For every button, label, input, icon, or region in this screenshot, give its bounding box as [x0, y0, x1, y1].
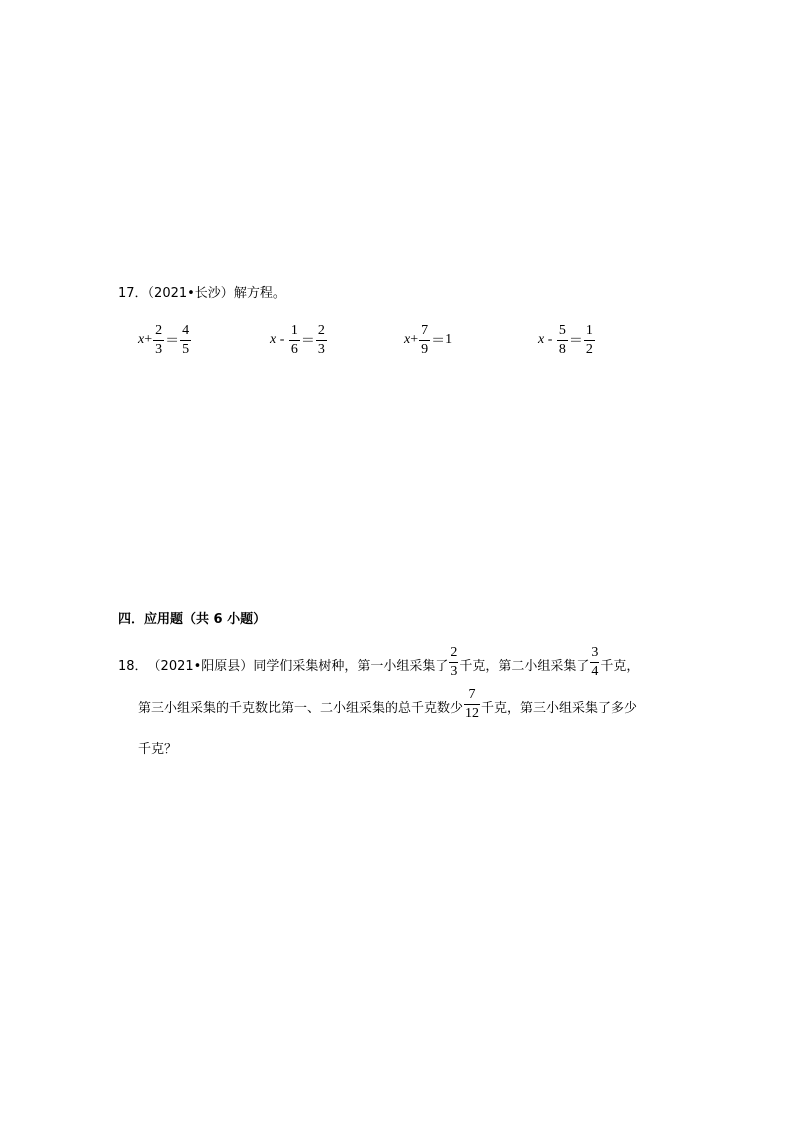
fraction — [557, 324, 568, 357]
denominator: 3 — [317, 341, 325, 357]
denominator: 5 — [182, 341, 190, 357]
denominator: 2 — [585, 341, 593, 357]
question-text: 千克， — [600, 658, 640, 674]
question-text: 第三小组采集的千克数比第一、二小组采集的总千克数少 — [138, 700, 464, 716]
question-source: （2021•长沙） — [147, 286, 234, 301]
denominator: 6 — [290, 341, 298, 357]
denominator: 3 — [155, 341, 163, 357]
question-number: 17． — [118, 286, 148, 301]
question-18-line-1 — [118, 644, 639, 684]
equals-sign: ＝ — [431, 334, 446, 349]
numerator: 2 — [316, 324, 327, 341]
numerator: 7 — [464, 688, 480, 705]
numerator: 5 — [557, 324, 568, 341]
equation-3 — [404, 322, 452, 358]
numerator: 1 — [584, 324, 595, 341]
operator: + — [410, 332, 419, 347]
question-text: 同学们采集树种，第一小组采集了 — [253, 658, 449, 674]
variable-x: x — [404, 332, 411, 347]
numerator: 3 — [590, 646, 599, 663]
question-prompt: 解方程。 — [233, 286, 286, 301]
question-source: （2021•阳原县） — [147, 658, 254, 674]
fraction — [590, 646, 599, 679]
denominator: 9 — [421, 341, 429, 357]
operator: - — [544, 332, 556, 347]
question-text: 千克，第二小组采集了 — [459, 658, 590, 674]
numerator: 2 — [449, 646, 458, 663]
numerator: 2 — [153, 324, 164, 341]
operator: - — [276, 332, 288, 347]
question-17-heading — [118, 282, 286, 301]
fraction — [289, 324, 300, 357]
equals-sign: ＝ — [300, 334, 315, 349]
fraction — [316, 324, 327, 357]
section-title: 四．应用题（共 6 小题） — [118, 612, 267, 627]
fraction — [449, 646, 458, 679]
variable-x: x — [138, 332, 145, 347]
fraction — [419, 324, 430, 357]
question-18-line-3: 千克？ — [138, 742, 178, 757]
result-value: 1 — [445, 332, 453, 347]
numerator: 1 — [289, 324, 300, 341]
numerator: 7 — [419, 324, 430, 341]
operator: + — [144, 332, 153, 347]
question-text: 千克，第三小组采集了多少 — [481, 700, 638, 716]
question-number: 18． — [118, 658, 148, 674]
denominator: 3 — [450, 663, 458, 679]
fraction — [584, 324, 595, 357]
question-18-line-2 — [138, 686, 637, 726]
variable-x: x — [538, 332, 545, 347]
denominator: 8 — [558, 341, 566, 357]
denominator: 4 — [591, 663, 599, 679]
numerator: 4 — [180, 324, 191, 341]
fraction — [180, 324, 191, 357]
fraction — [153, 324, 164, 357]
variable-x: x — [270, 332, 277, 347]
fraction — [464, 688, 480, 721]
equals-sign: ＝ — [568, 334, 583, 349]
equation-4 — [538, 322, 596, 358]
equation-1 — [138, 322, 192, 358]
equals-sign: ＝ — [165, 334, 180, 349]
equation-2 — [270, 322, 328, 358]
denominator: 12 — [465, 705, 480, 721]
